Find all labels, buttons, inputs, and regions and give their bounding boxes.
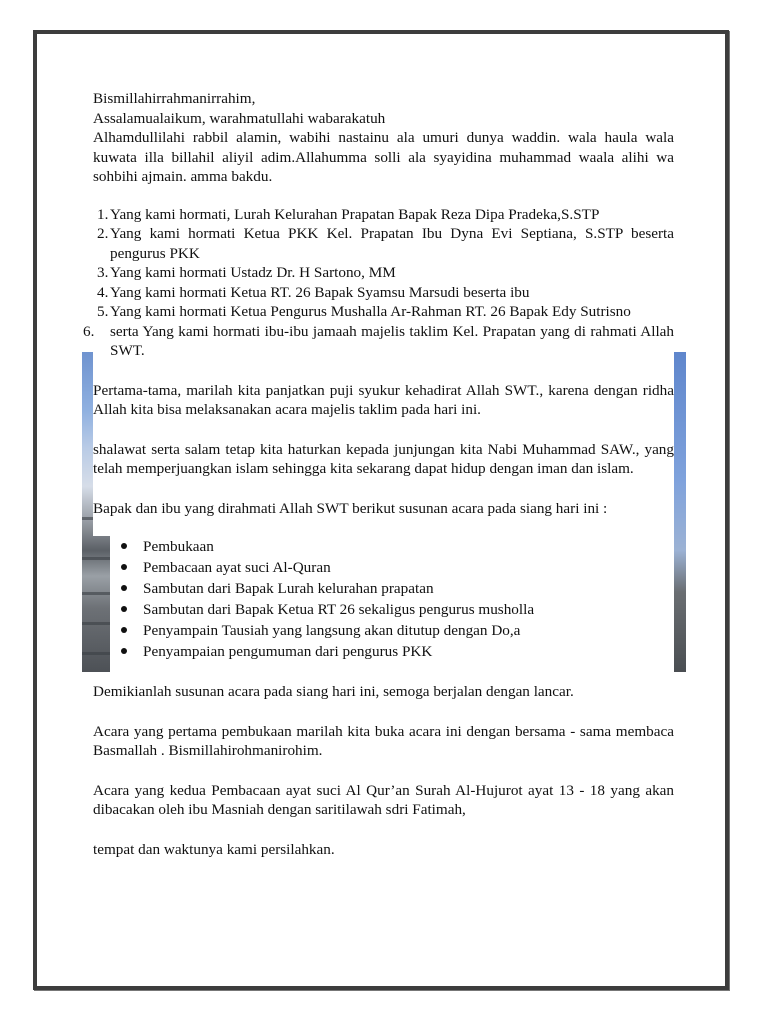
paragraph-agenda-intro: Bapak dan ibu yang dirahmati Allah SWT berikut susunan acara pada siang hari ini : [93,499,674,519]
paragraph-shalawat: shalawat serta salam tetap kita haturkan kepada junjungan kita Nabi Muhammad SAW., yang telah memperjuangkan islam sehingga kita sekarang dapat hidup dengan iman dan islam. [93,440,674,477]
agenda-item: Pembukaan [121,536,674,557]
agenda-item: Sambutan dari Bapak Lurah kelurahan prapatan [121,578,674,599]
honorific-item: 5. Yang kami hormati Ketua Pengurus Mushalla Ar-Rahman RT. 26 Bapak Edy Sutrisno [97,303,631,320]
bullet-icon [121,648,127,654]
paragraph-invitation: tempat dan waktunya kami persilahkan. [93,840,335,858]
honorific-item: 6. serta Yang kami hormati ibu-ibu jamaah majelis taklim Kel. Prapatan yang di rahmati Allah SWT. [83,322,674,359]
paragraph-second-event: Acara yang kedua Pembacaan ayat suci Al Qur’an Surah Al-Hujurot ayat 13 - 18 yang akan dibacakan oleh ibu Masniah dengan saritilawah sdri Fatimah, [93,781,674,818]
paragraph-first-event: Acara yang pertama pembukaan marilah kita buka acara ini dengan bersama - sama membaca Basmallah . Bismillahirohmanirohim. [93,722,674,759]
paragraph-opening: Pertama-tama, marilah kita panjatkan puji syukur kehadirat Allah SWT., karena dengan ridha Allah kita bisa melaksanakan acara majelis taklim pada hari ini. [93,381,674,418]
greeting-salam: Assalamualaikum, warahmatullahi wabarakatuh [93,109,386,127]
agenda-item: Sambutan dari Bapak Ketua RT 26 sekaligus pengurus musholla [121,599,674,620]
agenda-item: Penyampaian pengumuman dari pengurus PKK [121,641,674,662]
honorific-item: 1. Yang kami hormati, Lurah Kelurahan Prapatan Bapak Reza Dipa Pradeka,S.STP [97,205,600,223]
honorific-item: 3. Yang kami hormati Ustadz Dr. H Sartono, MM [97,264,396,281]
agenda-item: Pembacaan ayat suci Al-Quran [121,557,674,578]
bullet-icon [121,543,127,549]
bullet-icon [121,606,127,612]
agenda-item: Penyampain Tausiah yang langsung akan ditutup dengan Do,a [121,620,674,641]
document-body [83,89,674,859]
honorifics-list [83,205,674,361]
paragraph-summary: Demikianlah susunan acara pada siang hari ini, semoga berjalan dengan lancar. [93,683,574,700]
background-image-strip-right [674,352,686,672]
bullet-icon [121,627,127,633]
agenda-list [121,536,674,662]
greeting-hamdalah: Alhamdullilahi rabbil alamin, wabihi nastainu ala umuri dunya waddin. wala haula wala kuwata illa billahil aliyil adim.Allahumma solli ala syayidina muhammad waala alihi wa sohbihi ajmain. amma bakdu. [93,129,674,185]
bullet-icon [121,564,127,570]
honorific-item: 2. Yang kami hormati Ketua PKK Kel. Prapatan Ibu Dyna Evi Septiana, S.STP beserta pengurus PKK [97,225,674,262]
bullet-icon [121,585,127,591]
greeting-bismillah: Bismillahirrahmanirrahim, [93,90,256,107]
honorific-item: 4. Yang kami hormati Ketua RT. 26 Bapak Syamsu Marsudi beserta ibu [97,283,530,301]
